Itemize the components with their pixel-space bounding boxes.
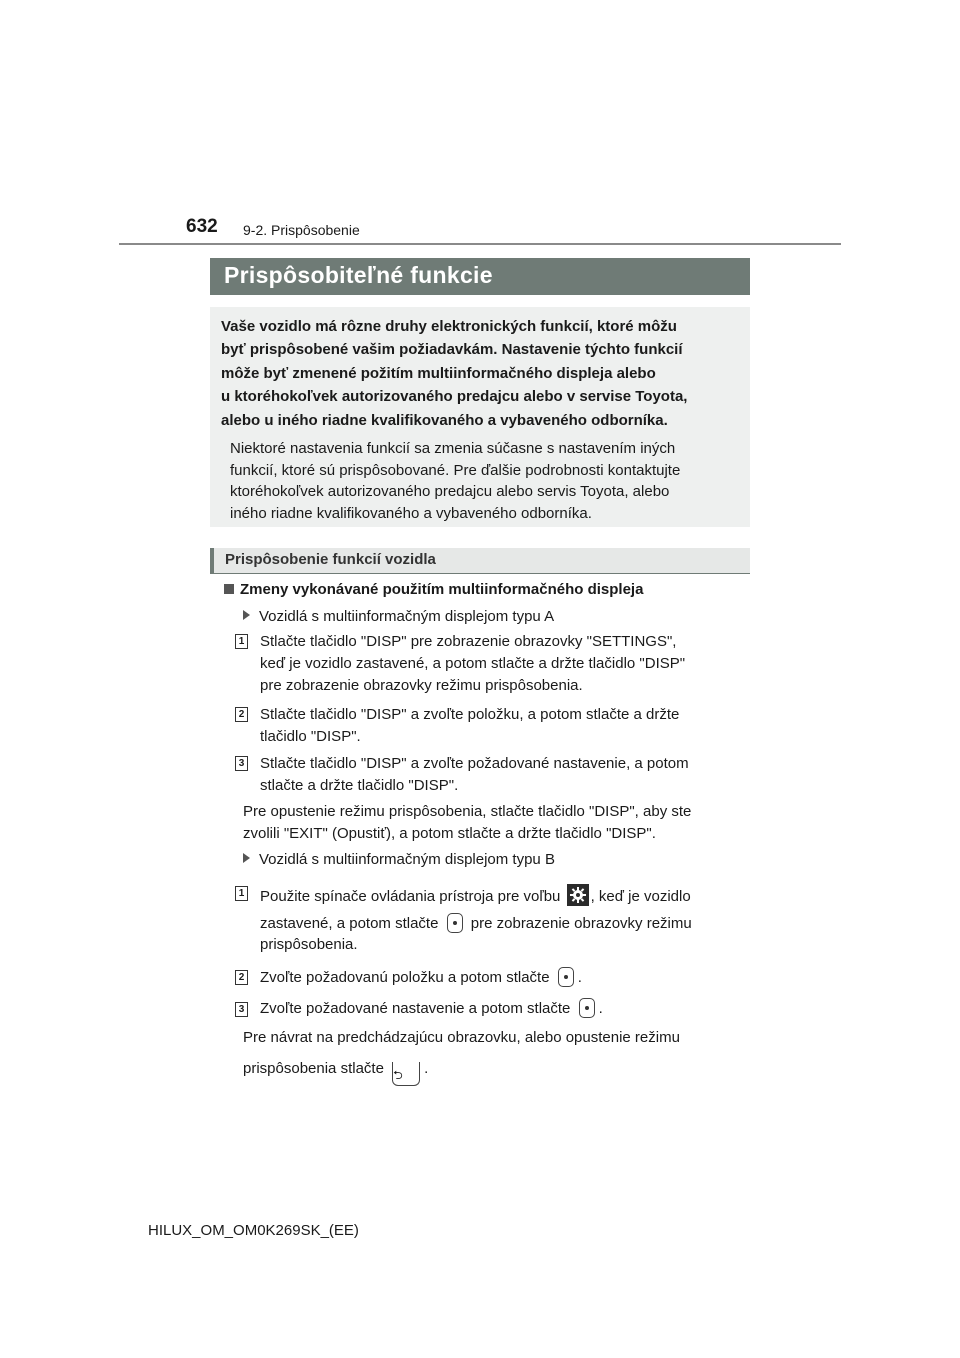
step-a1 — [260, 631, 745, 698]
page-title: Prispôsobiteľné funkcie — [210, 258, 750, 295]
intro-text — [221, 315, 739, 432]
note-line: funkcií, ktoré sú prispôsobované. Pre ďalšie podrobnosti kontaktujte — [230, 461, 681, 479]
step-b2 — [260, 967, 745, 987]
para-text: . — [424, 1060, 429, 1077]
step-text: Použite spínače ovládania prístroja pre voľbu — [260, 888, 561, 905]
step-b3 — [260, 998, 745, 1018]
main-heading — [224, 581, 643, 598]
section-label: 9-2. Prispôsobenie — [243, 222, 360, 238]
intro-line: môže byť zmenené požitím multiinformačného displeja alebo — [221, 364, 656, 382]
type-a-label-text: Vozidlá s multiinformačným displejom typu A — [259, 608, 555, 625]
step-number-badge: 3 — [235, 1002, 248, 1017]
main-heading-text: Zmeny vykonávané použitím multiinformačného displeja — [240, 581, 644, 598]
note-line: ktoréhokoľvek autorizovaného predajcu alebo servis Toyota, alebo — [230, 483, 670, 501]
intro-note — [230, 438, 739, 524]
step-number-badge: 3 — [235, 756, 248, 771]
triangle-bullet-icon — [243, 853, 250, 863]
step-text: . — [577, 969, 582, 986]
step-a2 — [260, 704, 745, 748]
step-line: tlačidlo "DISP". — [260, 728, 361, 746]
note-line: iného riadne kvalifikovaného a vybaveného odborníka. — [230, 504, 592, 522]
enter-button-icon — [579, 998, 595, 1018]
step-line: keď je vozidlo zastavené, a potom stlačte a držte tlačidlo "DISP" — [260, 655, 686, 673]
step-number-badge: 2 — [235, 970, 248, 985]
enter-button-icon — [447, 913, 463, 933]
footer-code: HILUX_OM_OM0K269SK_(EE) — [148, 1222, 359, 1239]
enter-button-icon — [558, 967, 574, 987]
return-line-1: Pre návrat na predchádzajúcu obrazovku, alebo opustenie režimu — [243, 1029, 680, 1046]
return-line-2 — [243, 1058, 745, 1086]
step-line: Stlačte tlačidlo "DISP" pre zobrazenie obrazovky "SETTINGS", — [260, 633, 677, 650]
note-line: Niektoré nastavenia funkcií sa zmenia súčasne s nastavením iných — [230, 440, 676, 458]
step-b1-line1 — [260, 884, 745, 906]
para-line: zvolili "EXIT" (Opustiť), a potom stlačte a držte tlačidlo "DISP". — [243, 825, 656, 843]
para-text: prispôsobenia stlačte — [243, 1060, 384, 1077]
step-b1-line2 — [260, 913, 745, 933]
header-divider — [119, 243, 841, 245]
step-line: stlačte a držte tlačidlo "DISP". — [260, 777, 459, 795]
square-bullet-icon — [224, 584, 234, 594]
step-line: pre zobrazenie obrazovky režimu prispôsobenia. — [260, 677, 583, 695]
step-text: zastavené, a potom stlačte — [260, 915, 439, 932]
exit-instructions — [243, 801, 745, 845]
intro-line: u ktoréhokoľvek autorizovaného predajcu alebo v servise Toyota, — [221, 388, 688, 406]
triangle-bullet-icon — [243, 610, 250, 620]
intro-box — [210, 307, 750, 527]
step-a3 — [260, 753, 745, 797]
step-text: Zvoľte požadované nastavenie a potom stlačte — [260, 1000, 571, 1017]
type-b-label-text: Vozidlá s multiinformačným displejom typu B — [259, 851, 555, 868]
subheading: Prispôsobenie funkcií vozidla — [210, 548, 750, 574]
type-a-label — [243, 608, 554, 625]
back-button-icon: ⮌ — [392, 1062, 420, 1086]
step-text: . — [598, 1000, 603, 1017]
step-line: Stlačte tlačidlo "DISP" a zvoľte položku, a potom stlačte a držte — [260, 706, 680, 723]
intro-line: Vaše vozidlo má rôzne druhy elektronických funkcií, ktoré môžu — [221, 318, 677, 335]
page-number: 632 — [186, 216, 218, 237]
step-number-badge: 1 — [235, 886, 248, 901]
step-text: pre zobrazenie obrazovky režimu — [470, 915, 692, 932]
step-number-badge: 2 — [235, 707, 248, 722]
intro-line: byť prispôsobené vašim požiadavkám. Nastavenie týchto funkcií — [221, 341, 683, 359]
step-b1-line3: prispôsobenia. — [260, 936, 358, 953]
step-number-badge: 1 — [235, 634, 248, 649]
step-line: Stlačte tlačidlo "DISP" a zvoľte požadované nastavenie, a potom — [260, 755, 689, 772]
gear-icon — [567, 884, 589, 906]
step-text: , keď je vozidlo — [590, 888, 691, 905]
type-b-label — [243, 851, 555, 868]
step-text: Zvoľte požadovanú položku a potom stlačte — [260, 969, 550, 986]
para-line: Pre opustenie režimu prispôsobenia, stlačte tlačidlo "DISP", aby ste — [243, 803, 692, 820]
intro-line: alebo u iného riadne kvalifikovaného a vybaveného odborníka. — [221, 411, 668, 429]
